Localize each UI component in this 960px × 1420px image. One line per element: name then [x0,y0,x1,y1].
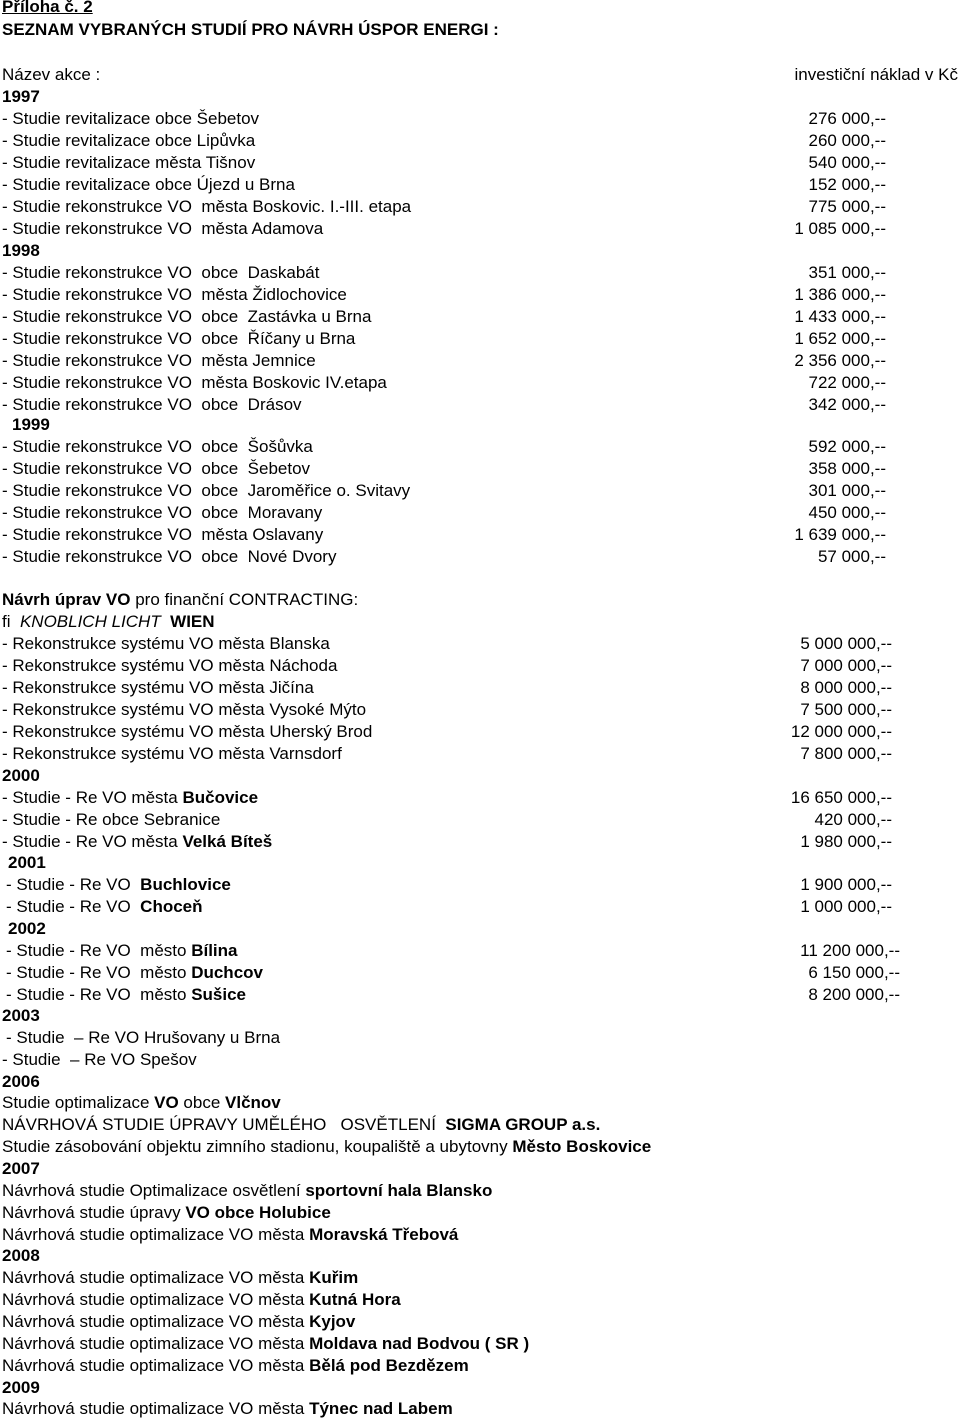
list-item [6,984,246,1006]
annex-label: Příloha č. 2 [2,0,93,16]
cost-amount: 8 000 000,-- [800,678,892,697]
cost-amount: 1 980 000,-- [800,832,892,851]
cost-amount: 12 000 000,-- [790,722,892,741]
cost-amount: 2 356 000,-- [794,351,886,370]
list-item-text: Choceň [140,897,203,916]
list-item: - Studie - Re obce Sebranice [2,810,221,829]
list-item: - Rekonstrukce systému VO města Varnsdorf [2,744,342,763]
list-item: - Studie revitalizace obce Lipůvka [2,131,256,150]
list-item: - Rekonstrukce systému VO města Vysoké Mýto [2,700,367,719]
year-heading: 1999 [12,415,50,434]
cost-amount: 11 200 000,-- [800,941,900,960]
list-item: - Studie – Re VO Hrušovany u Brna [6,1028,281,1047]
list-item-text: WIEN [160,612,215,631]
list-item [6,896,203,918]
list-item-text: Návrhová studie optimalizace VO města [2,1290,310,1309]
list-item-text: Moravská Třebová [309,1225,459,1244]
list-item [2,1202,331,1224]
list-item [2,1355,469,1377]
list-item [2,1180,492,1202]
document-title: SEZNAM VYBRANÝCH STUDIÍ PRO NÁVRH ÚSPOR ENERGI : [2,20,499,39]
cost-amount: 420 000,-- [814,810,892,829]
year-heading: 1998 [2,241,40,260]
list-item-text: Kuřim [309,1268,359,1287]
list-item-text: Kutná Hora [309,1290,401,1309]
cost-amount: 5 000 000,-- [800,634,892,653]
list-item: - Studie rekonstrukce VO obce Moravany [2,503,323,522]
list-item-text: Bělá pod Bezdězem [309,1356,469,1375]
list-item-text: Bílina [191,941,238,960]
list-item-text: NÁVRHOVÁ STUDIE ÚPRAVY UMĚLÉHO OSVĚTLENÍ [2,1115,446,1134]
list-item: - Studie rekonstrukce VO obce Jaroměřice o. Svitavy [2,481,411,500]
cost-amount: 592 000,-- [808,437,886,456]
column-header-name: Název akce : [2,65,101,84]
list-item-text: Vlčnov [225,1093,281,1112]
list-item: - Studie revitalizace města Tišnov [2,153,256,172]
list-item [6,962,263,984]
column-header-cost: investiční náklad v Kč [794,65,958,84]
list-item-text: - Studie - Re VO [6,875,141,894]
list-item [2,1092,281,1114]
list-item-text: Buchlovice [140,875,231,894]
year-heading: 2008 [2,1246,40,1265]
cost-amount: 351 000,-- [808,263,886,282]
list-item: - Studie revitalizace obce Újezd u Brna [2,175,295,194]
cost-amount: 301 000,-- [808,481,886,500]
list-item-text: Návrhová studie optimalizace VO města [2,1268,310,1287]
list-item-text: - Studie - Re VO město [6,985,192,1004]
list-item-text: sportovní hala Blansko [305,1181,493,1200]
list-item-text: Návrhová studie optimalizace VO města [2,1312,310,1331]
list-item: - Rekonstrukce systému VO města Náchoda [2,656,338,675]
cost-amount: 7 000 000,-- [800,656,892,675]
cost-amount: 1 900 000,-- [800,875,892,894]
list-item-text: Návrhová studie optimalizace VO města [2,1399,310,1418]
list-item-text: Návrh úprav VO [2,590,131,609]
list-item-text: KNOBLICH LICHT [19,612,161,631]
cost-amount: 1 085 000,-- [794,219,886,238]
list-item: - Studie rekonstrukce VO města Jemnice [2,351,316,370]
year-heading: 1997 [2,87,40,106]
cost-amount: 358 000,-- [808,459,886,478]
cost-amount: 1 386 000,-- [794,285,886,304]
cost-amount: 540 000,-- [808,153,886,172]
list-item-text: - Studie - Re VO [6,897,141,916]
list-item-text: Návrhová studie optimalizace VO města [2,1334,310,1353]
list-item [2,1311,355,1333]
list-item [2,831,272,853]
list-item-text: Studie zásobování objektu zimního stadionu, koupaliště a ubytovny [2,1137,513,1156]
list-item: - Studie rekonstrukce VO města Židlochovice [2,285,347,304]
cost-amount: 276 000,-- [808,109,886,128]
cost-amount: 1 652 000,-- [794,329,886,348]
cost-amount: 8 200 000,-- [808,985,900,1004]
list-item [2,1267,358,1289]
list-item-text: Návrhová studie Optimalizace osvětlení [2,1181,306,1200]
list-item [2,1224,458,1246]
list-item-text: - Studie - Re VO město [6,941,192,960]
list-item [6,940,237,962]
list-item: - Studie rekonstrukce VO obce Šošůvka [2,437,313,456]
list-item-text: SIGMA GROUP a.s. [445,1115,601,1134]
year-heading: 2007 [2,1159,40,1178]
cost-amount: 6 150 000,-- [808,963,900,982]
list-item-text: Návrhová studie optimalizace VO města [2,1225,310,1244]
list-item-text: Velká Bíteš [182,832,273,851]
list-item-text: pro finanční CONTRACTING: [130,590,359,609]
list-item-text: VO [154,1093,179,1112]
cost-amount: 260 000,-- [808,131,886,150]
cost-amount: 722 000,-- [808,373,886,392]
list-item-text: Návrhová studie optimalizace VO města [2,1356,310,1375]
year-heading: 2001 [8,853,46,872]
list-item: - Studie rekonstrukce VO obce Drásov [2,395,302,414]
list-item [2,611,215,633]
list-item [2,589,358,611]
cost-amount: 7 500 000,-- [800,700,892,719]
cost-amount: 16 650 000,-- [790,788,892,807]
list-item-text: - Studie - Re VO města [2,788,183,807]
list-item [2,1289,401,1311]
list-item: - Studie rekonstrukce VO obce Daskabát [2,263,320,282]
list-item: - Studie rekonstrukce VO města Oslavany [2,525,324,544]
list-item-text: Město Boskovice [512,1137,652,1156]
cost-amount: 152 000,-- [808,175,886,194]
list-item [6,874,231,896]
list-item: - Studie rekonstrukce VO obce Říčany u Brna [2,329,356,348]
list-item-text: Kyjov [309,1312,356,1331]
cost-amount: 7 800 000,-- [800,744,892,763]
list-item [2,1136,651,1158]
list-item-text: Návrhová studie úpravy [2,1203,186,1222]
list-item [2,787,258,809]
list-item-text: - Studie - Re VO města [2,832,183,851]
year-heading: 2006 [2,1072,40,1091]
list-item-text: obce [178,1093,226,1112]
list-item-text: Moldava nad Bodvou ( SR ) [309,1334,530,1353]
list-item [2,1114,600,1136]
cost-amount: 775 000,-- [808,197,886,216]
list-item: - Studie – Re VO Spešov [2,1050,197,1069]
list-item-text: Studie optimalizace [2,1093,155,1112]
list-item-text: - Studie - Re VO město [6,963,192,982]
list-item: - Studie rekonstrukce VO města Adamova [2,219,324,238]
list-item-text: Bučovice [182,788,259,807]
list-item: - Studie rekonstrukce VO obce Nové Dvory [2,547,337,566]
list-item: - Studie rekonstrukce VO města Boskovic IV.etapa [2,373,387,392]
list-item-text: VO obce Holubice [185,1203,331,1222]
year-heading: 2002 [8,919,46,938]
list-item-text: Týnec nad Labem [309,1399,453,1418]
year-heading: 2009 [2,1378,40,1397]
cost-amount: 342 000,-- [808,395,886,414]
list-item: - Studie rekonstrukce VO obce Zastávka u Brna [2,307,372,326]
year-heading: 2003 [2,1006,40,1025]
list-item [2,1398,453,1420]
cost-amount: 450 000,-- [808,503,886,522]
list-item: - Studie rekonstrukce VO obce Šebetov [2,459,311,478]
list-item: - Studie rekonstrukce VO města Boskovic. I.-III. etapa [2,197,412,216]
list-item-text: fi [2,612,20,631]
list-item: - Rekonstrukce systému VO města Blanska [2,634,330,653]
cost-amount: 57 000,-- [817,547,886,566]
list-item: - Rekonstrukce systému VO města Uherský Brod [2,722,373,741]
list-item: - Rekonstrukce systému VO města Jičína [2,678,314,697]
list-item [2,1333,529,1355]
cost-amount: 1 639 000,-- [794,525,886,544]
year-heading: 2000 [2,766,40,785]
list-item-text: Sušice [191,985,246,1004]
list-item: - Studie revitalizace obce Šebetov [2,109,260,128]
cost-amount: 1 000 000,-- [800,897,892,916]
cost-amount: 1 433 000,-- [794,307,886,326]
list-item-text: Duchcov [191,963,263,982]
